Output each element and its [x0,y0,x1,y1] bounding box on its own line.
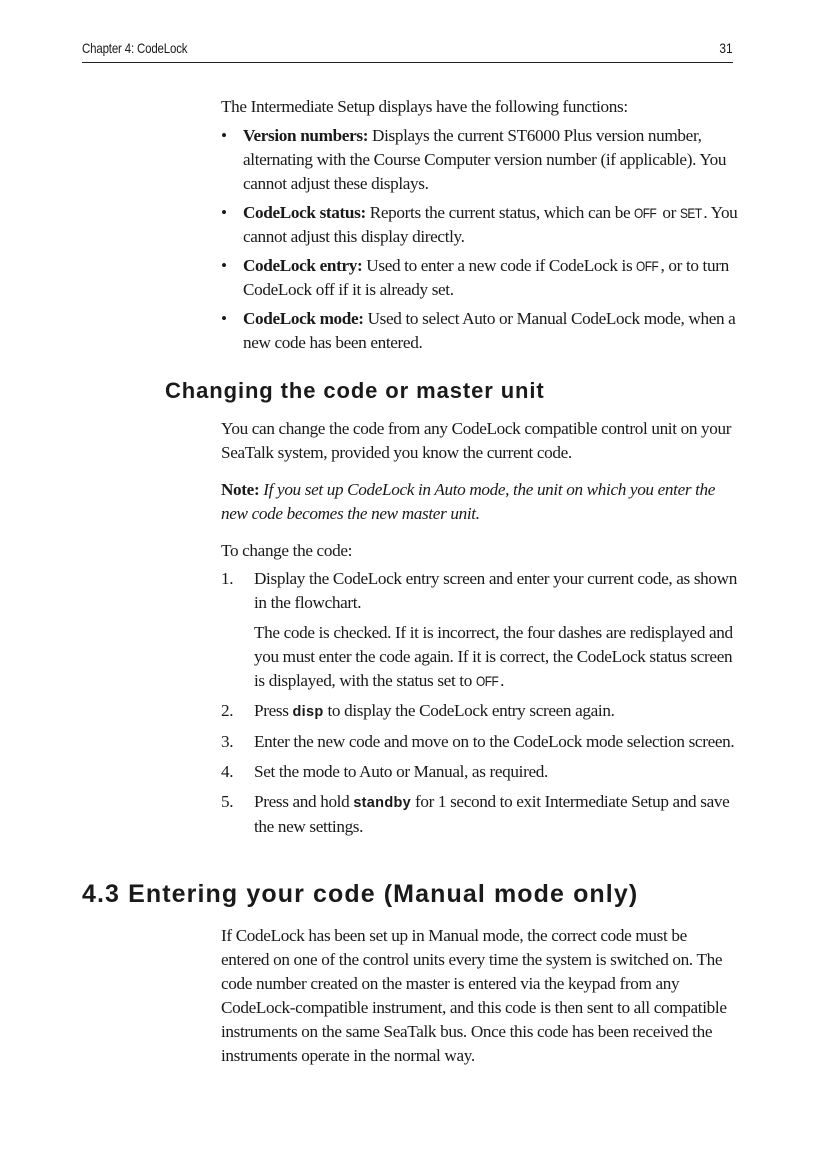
step-detail [254,621,741,693]
step-detail-text: The code is checked. If it is incorrect, the four dashes are redisplayed and you must enter the code again. If it is correct, the CodeLock status screen is displayed, with the status set to [254,623,733,690]
step-text: for 1 second to exit Intermediate Setup and save the new settings. [254,792,730,836]
step-text: Enter the new code and move on to the CodeLock mode selection screen. [254,732,735,751]
functions-list [221,124,741,360]
step-text: Press [254,701,293,720]
key-label: disp [292,704,324,720]
list-item [221,567,741,693]
note [221,478,741,526]
note-label: Note: [221,480,260,499]
step-text: Display the CodeLock entry screen and enter your current code, as shown in the flowchart. [254,569,737,612]
step-text: Set the mode to Auto or Manual, as required. [254,762,548,781]
step-number: 1. [221,569,234,588]
bullet: • [221,256,227,275]
step-number: 4. [221,762,234,781]
step-number: 2. [221,701,234,720]
step-text: Press and hold [254,792,354,811]
intro-paragraph: The Intermediate Setup displays have the following functions: [221,97,628,116]
steps-list [221,567,741,845]
description: or [658,203,680,222]
list-item [221,201,741,249]
description: , or to turn CodeLock off if it is already set. [243,256,729,299]
list-item [221,254,741,302]
note-text: If you set up CodeLock in Auto mode, the unit on which you enter the new code becomes the new master unit. [221,480,716,523]
description: Reports the current status, which can be [365,203,635,222]
display-value: OFF [636,258,659,274]
chapter-title: Chapter 4: CodeLock [82,40,188,56]
key-label: standby [353,795,412,811]
section-paragraph: If CodeLock has been set up in Manual mode, the correct code must be entered on one of the control units every time the system is switched on. The code number created on the master is entered via the keypad from any CodeLock-compatible instrument, and this code is then sent to all compatible instruments on the same SeaTalk bus. Once this code has been received the instruments operate in the normal way. [221,926,727,1065]
step-text: to display the CodeLock entry screen again. [323,701,615,720]
description: . You cannot adjust this display directly. [243,203,738,246]
bullet: • [221,203,227,222]
display-value: OFF [475,673,499,689]
list-item [221,730,741,754]
step-detail-text: . [500,671,505,690]
list-item [221,699,741,724]
list-item [221,124,741,196]
steps-lead: To change the code: [221,541,353,560]
bullet: • [221,126,227,145]
description: Used to enter a new code if CodeLock is [362,256,637,275]
list-item [221,790,741,839]
section-heading: Changing the code or master unit [165,378,545,403]
step-number: 5. [221,792,234,811]
display-value: OFF [634,205,657,221]
page-number: 31 [719,40,733,56]
description: Displays the current ST6000 Plus version number, alternating with the Course Computer version number (if applicable). You cannot adjust these displays. [243,126,727,193]
description: Used to select Auto or Manual CodeLock mode, when a new code has been entered. [243,309,736,352]
term: CodeLock mode: [243,309,364,328]
page-header [82,38,733,63]
term: CodeLock entry: [243,256,363,275]
list-item [221,760,741,784]
section-paragraph: You can change the code from any CodeLock compatible control unit on your SeaTalk system, provided you know the current code. [221,419,732,462]
term: CodeLock status: [243,203,366,222]
term: Version numbers: [243,126,369,145]
display-value: SET [679,205,702,221]
step-number: 3. [221,732,234,751]
list-item [221,307,741,355]
chapter-section-heading: 4.3 Entering your code (Manual mode only) [82,880,639,908]
bullet: • [221,309,227,328]
